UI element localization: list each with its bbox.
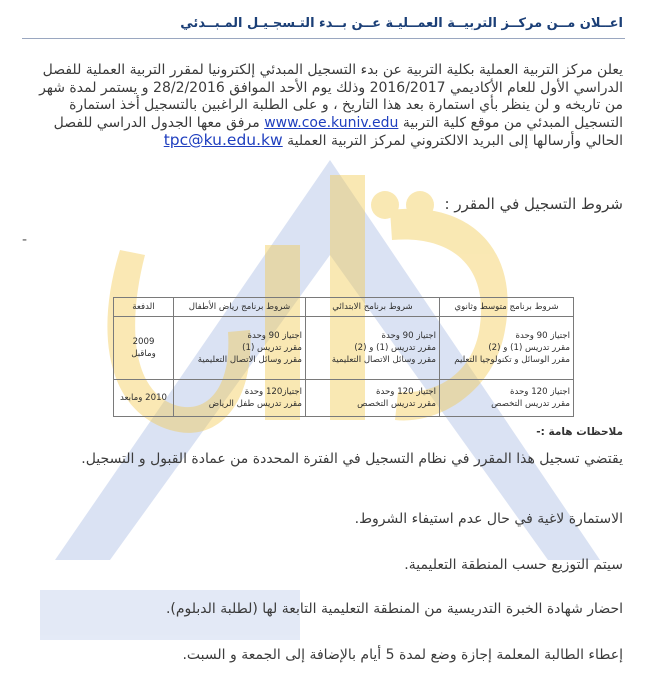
cell-line: مقرر تدريس طفل الرياض: [208, 399, 302, 409]
cell-line: 2009: [132, 337, 155, 347]
table-row: [114, 380, 574, 417]
notes-heading: ملاحظات هامة :-: [536, 426, 623, 438]
website-link[interactable]: www.coe.kuniv.edu: [264, 114, 399, 131]
requirements-table: [113, 297, 574, 417]
email-link[interactable]: tpc@ku.edu.kw: [163, 131, 283, 149]
header-primary: شروط برنامج الابتدائي: [306, 298, 440, 317]
cell-line: اجتياز 90 وحدة: [247, 331, 302, 341]
cell-line: مقرر وسائل الاتصال التعليمية: [197, 355, 302, 365]
header-secondary: شروط برنامج متوسط وثانوي: [440, 298, 574, 317]
cell-line: مقرر الوسائل و تكنولوجيا التعليم: [454, 355, 570, 365]
cell-primary: [306, 317, 440, 380]
cell-line: مقرر تدريس (1) و (2): [354, 343, 436, 353]
list-item: إعطاء الطالبة المعلمة إجازة وضع لمدة 5 أيام بالإضافة إلى الجمعة و السبت.: [182, 647, 623, 663]
cell-line: وماقبل: [131, 349, 156, 359]
cell-primary: [306, 380, 440, 417]
announcement-continuation: مرفق معها الجدول الدراسي للفصل الحالي وأرسالها إلى البريد الالكتروني لمركز التربية العملية: [53, 114, 623, 149]
list-item: يقتضي تسجيل هذا المقرر في نظام التسجيل في الفترة المحددة من عمادة القبول و التسجيل.: [81, 451, 623, 467]
cell-secondary: [440, 380, 574, 417]
cell-line: مقرر وسائل الاتصال التعليمية: [331, 355, 436, 365]
cell-kindergarten: [174, 317, 306, 380]
conditions-dash: -: [22, 232, 28, 248]
header-kindergarten: شروط برنامج رياض الأطفال: [174, 298, 306, 317]
announcement-paragraph: [20, 62, 623, 151]
conditions-heading: شروط التسجيل في المقرر :: [444, 195, 623, 213]
cell-line: مقرر تدريس (1): [242, 343, 302, 353]
cell-secondary: [440, 317, 574, 380]
cell-cohort: [114, 380, 174, 417]
cell-line: 2010 ومابعد: [119, 393, 168, 403]
cell-line: مقرر تدريس التخصص: [357, 399, 436, 409]
cell-line: اجتياز 90 وحدة: [515, 331, 570, 341]
title-divider: [22, 38, 625, 39]
cell-line: اجتياز120 وحدة: [244, 387, 302, 397]
header-cohort: الدفعة: [114, 298, 174, 317]
announcement-body: يعلن مركز التربية العملية بكلية التربية عن بدء التسجيل المبدئي إلكترونيا لمقرر التربية العملية للفصل الدراسي الأول للعام الأكاديمي 2016/2017 وذلك يوم الأحد الموافق 28/2/2016 و يستمر لمدة شهر من تاريخه و لن ينظر بأي استمارة بعد هذا التاريخ ، و على الطلبة الراغبين بالتسجيل أخذ استمارة التسجيل المبدئي من موقع كلية التربية: [39, 62, 623, 131]
table-header-row: [114, 298, 574, 317]
table-row: [114, 317, 574, 380]
cell-line: اجتياز 120 وحدة: [509, 387, 570, 397]
cell-line: مقرر تدريس التخصص: [491, 399, 570, 409]
list-item: الاستمارة لاغية في حال عدم استيفاء الشروط.: [354, 511, 623, 527]
cell-line: اجتياز 120 وحدة: [375, 387, 436, 397]
list-item: سيتم التوزيع حسب المنطقة التعليمية.: [404, 557, 623, 573]
list-item: احضار شهادة الخبرة التدريسية من المنطقة التعليمية التابعة لها (لطلبة الدبلوم).: [165, 601, 623, 617]
cell-line: مقرر تدريس (1) و (2): [488, 343, 570, 353]
page-title: اعــلان مــن مركــز التربيــة العمــليـة عــن بــدء التـسجـيـل المـبــدئي: [180, 16, 623, 31]
cell-line: اجتياز 90 وحدة: [381, 331, 436, 341]
cell-kindergarten: [174, 380, 306, 417]
cell-cohort: [114, 317, 174, 380]
